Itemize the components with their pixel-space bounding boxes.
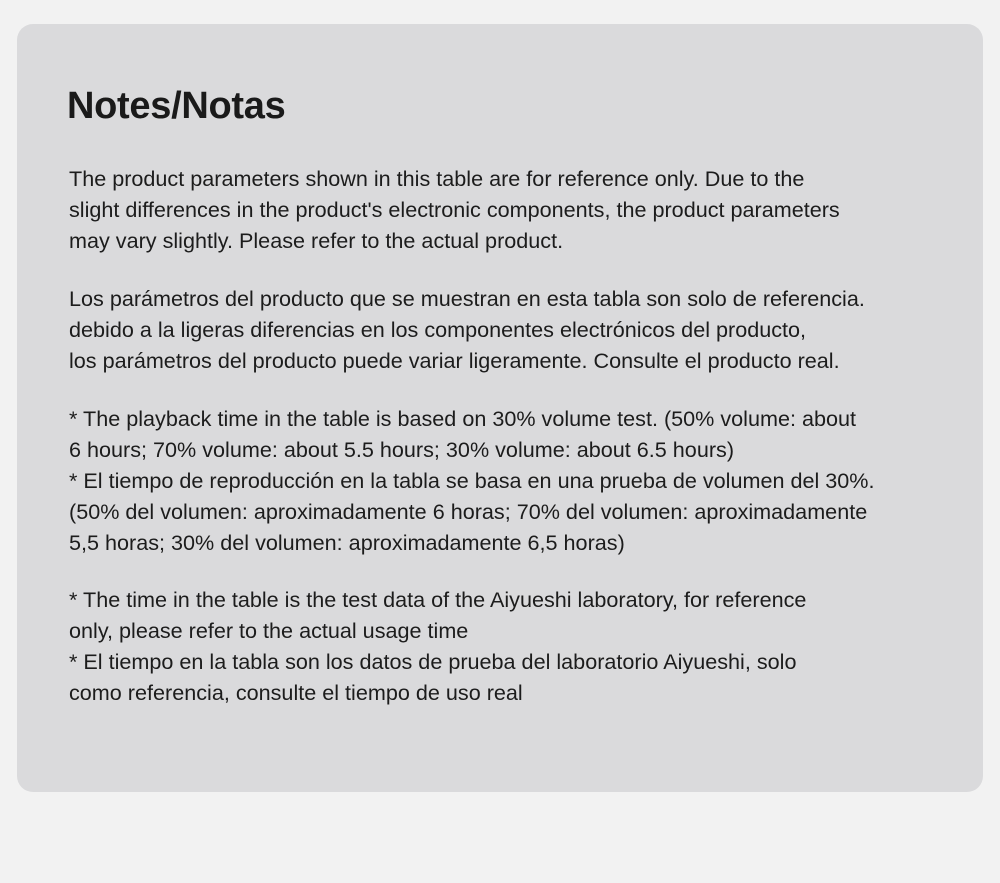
text-line: Los parámetros del producto que se muestran en esta tabla son solo de referencia. bbox=[69, 286, 865, 311]
disclaimer-paragraph-english bbox=[69, 163, 840, 256]
notes-title: Notes/Notas bbox=[67, 85, 286, 127]
text-line: only, please refer to the actual usage time bbox=[69, 618, 469, 643]
text-line: como referencia, consulte el tiempo de uso real bbox=[69, 680, 523, 705]
text-line: (50% del volumen: aproximadamente 6 horas; 70% del volumen: aproximadamente bbox=[69, 499, 868, 524]
text-line: 5,5 horas; 30% del volumen: aproximadamente 6,5 horas) bbox=[69, 530, 625, 555]
notes-card bbox=[17, 24, 983, 792]
text-line: slight differences in the product's electronic components, the product parameters bbox=[69, 197, 840, 222]
text-line: * The time in the table is the test data of the Aiyueshi laboratory, for reference bbox=[69, 587, 807, 612]
text-line: * El tiempo en la tabla son los datos de prueba del laboratorio Aiyueshi, solo bbox=[69, 649, 797, 674]
laboratory-data-note bbox=[69, 584, 806, 708]
text-line: 6 hours; 70% volume: about 5.5 hours; 30% volume: about 6.5 hours) bbox=[69, 437, 735, 462]
text-line: may vary slightly. Please refer to the actual product. bbox=[69, 228, 564, 253]
text-line: * The playback time in the table is based on 30% volume test. (50% volume: about bbox=[69, 406, 857, 431]
text-line: los parámetros del producto puede variar ligeramente. Consulte el producto real. bbox=[69, 348, 840, 373]
playback-time-note bbox=[69, 403, 875, 558]
text-line: The product parameters shown in this table are for reference only. Due to the bbox=[69, 166, 805, 191]
disclaimer-paragraph-spanish bbox=[69, 283, 865, 376]
text-line: * El tiempo de reproducción en la tabla se basa en una prueba de volumen del 30%. bbox=[69, 468, 875, 493]
text-line: debido a la ligeras diferencias en los componentes electrónicos del producto, bbox=[69, 317, 807, 342]
